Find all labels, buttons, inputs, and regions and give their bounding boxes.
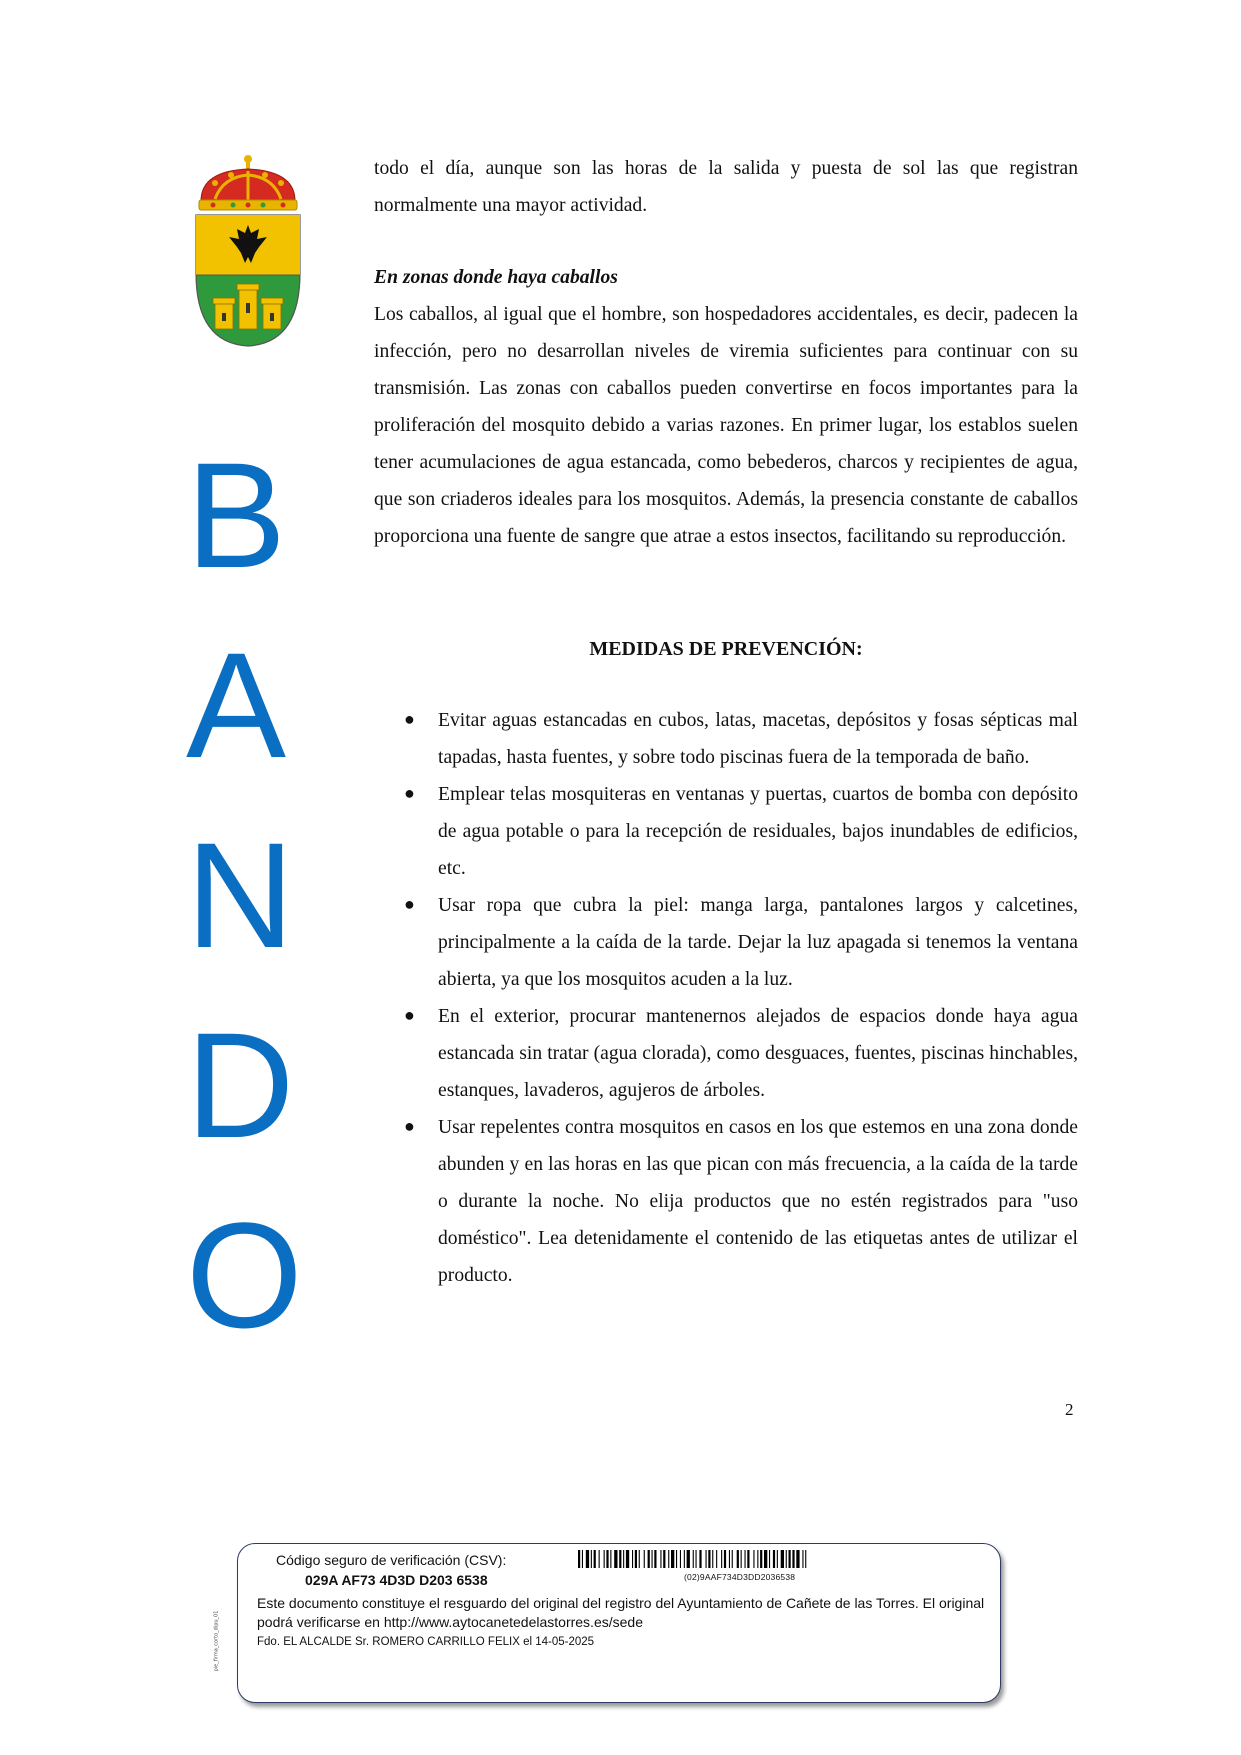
bullet-icon: ● xyxy=(404,709,415,729)
shield-icon xyxy=(196,215,300,346)
bullet-icon: ● xyxy=(404,894,415,914)
crown-icon xyxy=(199,155,297,210)
bando-letter: D xyxy=(186,1001,295,1169)
bullet-icon: ● xyxy=(404,1005,415,1025)
prevention-list xyxy=(374,702,1078,1294)
barcode-icon xyxy=(578,1550,918,1568)
bullet-icon: ● xyxy=(404,783,415,803)
bando-letter: B xyxy=(186,431,287,599)
side-code: pie_firma_corto_dipu_01 xyxy=(213,1610,220,1672)
page-number: 2 xyxy=(1065,1400,1074,1419)
list-item: ● Emplear telas mosquiteras en ventanas y puertas, cuartos de bomba con depósito de agua potable o para la recepción de residuales, bajos inundables de edificios, etc. xyxy=(374,776,1078,887)
list-item: ● En el exterior, procurar mantenernos alejados de espacios donde haya agua estancada sin tratar (agua clorada), como desguaces, fuentes, piscinas hinchables, estanques, lavaderos, agujeros de árboles. xyxy=(374,998,1078,1109)
coat-of-arms-logo xyxy=(193,153,303,348)
barcode-text: (02)9AAF734D3DD2036538 xyxy=(684,1572,796,1582)
csv-code: 029A AF73 4D3D D203 6538 xyxy=(305,1572,488,1588)
bando-vertical-title xyxy=(186,420,326,1370)
intro-paragraph: todo el día, aunque son las horas de la salida y puesta de sol las que registran normalmente una mayor actividad. xyxy=(374,158,1078,216)
list-item: ● Usar ropa que cubra la piel: manga larga, pantalones largos y calcetines, principalmente a la caída de la tarde. Dejar la luz apagada si tenemos la ventana abierta, ya que los mosquitos acuden a la luz. xyxy=(374,887,1078,998)
horses-paragraph: Los caballos, al igual que el hombre, son hospedadores accidentales, es decir, padecen la infección, pero no desarrollan niveles de viremia suficientes para continuar con su transmisión. Las zonas con caballos pueden convertirse en focos importantes para la proliferación del mosquito debido a varias razones. En primer lugar, los establos suelen tener acumulaciones de agua estancada, como bebederos, charcos y recipientes de agua, que son criaderos ideales para los mosquitos. Además, la presencia constante de caballos proporciona una fuente de sangre que atrae a estos insectos, facilitando su reproducción. xyxy=(374,304,1078,547)
list-item: ● Evitar aguas estancadas en cubos, latas, macetas, depósitos y fosas sépticas mal tapadas, hasta fuentes, y sobre todo piscinas fuera de la temporada de baño. xyxy=(374,702,1078,776)
list-item: ● Usar repelentes contra mosquitos en casos en los que estemos en una zona donde abunden y en las horas en las que pican con más frecuencia, a la caída de la tarde o durante la noche. No elija productos que no estén registrados para "uso doméstico". Lea detenidamente el contenido de las etiquetas antes de utilizar el producto. xyxy=(374,1109,1078,1294)
verification-box xyxy=(237,1543,1001,1703)
verification-description: Este documento constituye el resguardo del original del registro del Ayuntamiento de Cañete de las Torres. El original podrá verificarse en http://www.aytocanetedelastorres.es/sede xyxy=(257,1595,985,1630)
bando-letter: A xyxy=(186,621,287,789)
section-title: MEDIDAS DE PREVENCIÓN: xyxy=(589,638,863,660)
bando-letter: N xyxy=(186,811,295,979)
signature-line: Fdo. EL ALCALDE Sr. ROMERO CARRILLO FELIX el 14-05-2025 xyxy=(257,1636,595,1648)
bullet-icon: ● xyxy=(404,1116,415,1136)
subheading: En zonas donde haya caballos xyxy=(374,267,618,288)
csv-label: Código seguro de verificación (CSV): xyxy=(276,1552,507,1568)
bando-letter: O xyxy=(186,1191,303,1359)
document-body xyxy=(374,150,1078,1294)
